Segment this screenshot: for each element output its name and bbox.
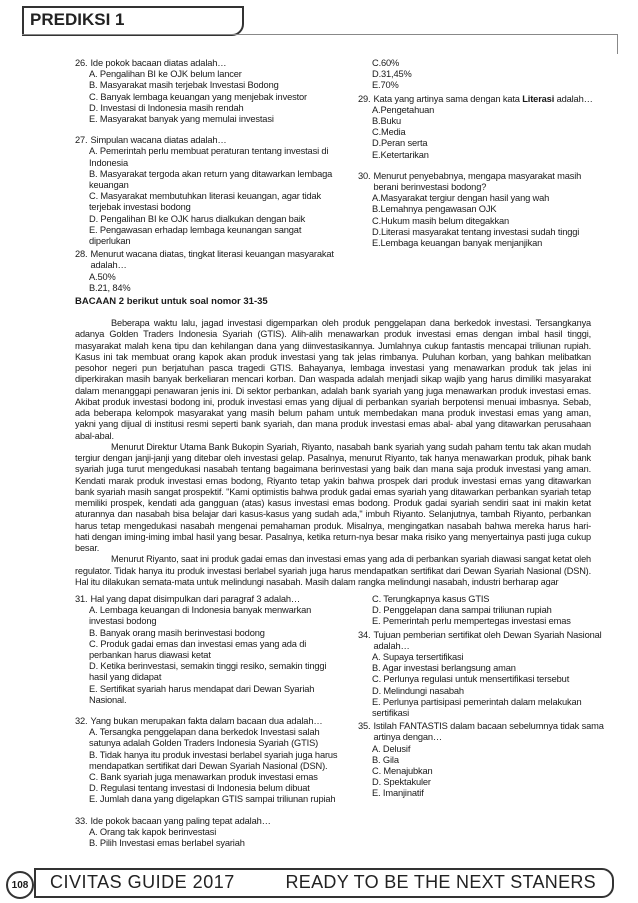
question-number: 26.: [75, 58, 88, 68]
questions-bottom-right: [358, 594, 613, 802]
question-keyword: Literasi: [522, 93, 555, 104]
answer-option: E. Pemerintah perlu mempertegas investasi emas: [372, 616, 571, 627]
answer-option: A. Pengalihan BI ke OJK belum lancer: [89, 69, 242, 80]
answer-option: B. Tidak hanya itu produk investasi berlabel syariah juga harus mendapatkan sertifikat dari Dewan Syariah Nasional (DSN).: [89, 749, 338, 771]
answer-option: E. Jumlah dana yang digelapkan GTIS sampai triliunan rupiah: [89, 794, 336, 805]
question-block: [358, 94, 600, 161]
answer-option: E. Imanjinatif: [372, 788, 424, 799]
answer-option: E.Ketertarikan: [372, 149, 429, 160]
answer-option: B. Agar investasi berlangsung aman: [372, 663, 516, 674]
question-stem: [75, 816, 343, 827]
answer-option: A. Lembaga keuangan di Indonesia banyak menwarkan investasi bodong: [89, 605, 312, 627]
answer-option: B. Masyarakat tergoda akan return yang ditawarkan lembaga keuangan: [89, 168, 333, 191]
question-text: Simpulan wacana diatas adalah…: [90, 135, 227, 146]
question-number: 28.: [75, 249, 88, 260]
question-stem: [358, 171, 600, 193]
answer-option: E.Lembaga keuangan banyak menjanjikan: [372, 238, 543, 249]
question-block: [358, 630, 613, 720]
question-text: Tujuan pemberian sertifikat oleh Dewan Syariah Nasional adalah…: [373, 629, 602, 651]
answer-option: D.Literasi masyarakat tentang investasi sudah tinggi: [372, 226, 580, 237]
answer-option: A.Masyarakat tergiur dengan hasil yang wah: [372, 193, 550, 204]
answer-option: C. Menajubkan: [372, 766, 433, 777]
answer-option: D. Regulasi tentang investasi di Indonesia belum dibuat: [89, 783, 310, 794]
question-number: 27.: [75, 135, 88, 146]
questions-bottom-left: [75, 594, 343, 851]
question-text: Ide pokok bacaan yang paling tepat adalah…: [90, 815, 271, 826]
reading-passage: [75, 318, 591, 588]
question-text-part: Kata yang artinya sama dengan kata: [373, 93, 523, 104]
question-number: 35.: [358, 721, 371, 732]
answer-option: A. Orang tak kapok berinvestasi: [89, 826, 217, 837]
spacer: [75, 127, 343, 135]
passage-paragraph: Menurut Riyanto, saat ini produk gadai emas dan investasi emas yang ada di perbankan syariah diawasi sangat ketat oleh regulator. Tidak hanya itu produk investasi berlabel syariah juga harus mendapatkan sertifikat dari Dewan Syariah Nasional (DSN). Hal itu dilakukan semata-mata untuk melindungi nasabah. Masih dalam rangka melindungi nasabah, industri berharap agar: [75, 554, 591, 587]
question-stem: [75, 135, 343, 146]
question-block: [75, 716, 343, 806]
answer-option: D.Peran serta: [372, 138, 428, 149]
answer-option: E. Sertifikat syariah harus mendapat dari Dewan Syariah Nasional.: [89, 683, 315, 705]
answer-option: B. Banyak orang masih berinvestasi bodong: [89, 627, 265, 638]
answer-option: D. Investasi di Indonesia masih rendah: [89, 102, 244, 113]
answer-option: C. Banyak lembaga keuangan yang menjebak investor: [89, 91, 307, 102]
question-number: 29.: [358, 93, 371, 104]
passage-paragraph: Beberapa waktu lalu, jagad investasi digemparkan oleh produk penggelapan dana berkedok investasi. Tersangkanya adanya Golden Traders Indonesia Syariah (GTIS). Alih-alih menawarkan produk investasi emas dengan imbal hasil tinggi, masyarakat malah kena tipu dan kehilangan dana yang diinvestasikannya. Jumlahnya cukup fantastis mencapai triliunan rupiah. Kasus ini tak membuat orang kapok akan produk investasi yang tak jelas rimbanya. Puluhan korban, yang bahkan melibatkan pesohor negeri pun berjatuhan pasca tragedi GTIS. Bahayanya, lembaga investasi yang menawarkan produk tak jelas ini diperkirakan masih banyak berkeliaran mencari korban. Dan waspada adalah menjadi sikap wajib yang harus dimiliki masyarakat dalam menanggapi penawaran jenis ini. Di sektor perbankan, adalah bank syariah yang juga menawarkan produk investasi emas. Akibat produk investasi bodong ini, produk investasi emas yang dijual di perbankan syariah berpotensi menuai imbasnya. Sebab, ada beberapa kelompok masyarakat yang masih belum paham untuk membedakan mana produk investasi emas yang aman, yakni yang dijual di institusi resmi seperti bank syariah, dan mana produk investasi emas abal- abal yang ditawarkan perusahaan abal-abal.: [75, 318, 591, 441]
answer-option: C.Hukum masih belum ditegakkan: [372, 215, 510, 226]
question-text: Ide pokok bacaan diatas adalah…: [90, 58, 227, 68]
answer-option: D. Melindungi nasabah: [372, 685, 464, 696]
question-stem: [75, 716, 343, 727]
footer-brand: CIVITAS GUIDE 2017: [50, 872, 235, 892]
answer-option: E. Perlunya partisipasi pemerintah dalam melakukan sertifikasi: [372, 696, 582, 719]
answer-option: A. Supaya tersertifikasi: [372, 652, 464, 663]
answer-option: D. Ketika berinvestasi, semakin tinggi resiko, semakin tinggi hasil yang didapat: [89, 661, 327, 683]
answer-option: C. Bank syariah juga menawarkan produk investasi emas: [89, 772, 318, 783]
question-block: [75, 816, 343, 850]
answer-option: B. Gila: [372, 754, 399, 765]
question-number: 33.: [75, 815, 88, 826]
answer-option: B. Masyarakat masih terjebak Investasi Bodong: [89, 80, 279, 91]
footer-slogan: READY TO BE THE NEXT STANERS: [285, 872, 596, 892]
answer-option: D.31,45%: [372, 69, 412, 80]
question-text: Menurut wacana diatas, tingkat literasi keuangan masyarakat adalah…: [90, 249, 334, 271]
question-text: Hal yang dapat disimpulkan dari paragraf 3 adalah…: [90, 594, 301, 604]
header-divider-edge: [617, 34, 618, 54]
question-block: [75, 58, 343, 125]
answer-option: A.50%: [89, 271, 116, 282]
question-text: [373, 94, 592, 105]
spacer: [75, 708, 343, 716]
question-block: [75, 135, 343, 247]
header-divider: [22, 34, 618, 35]
page-title: PREDIKSI 1: [30, 10, 125, 29]
answer-option: C.60%: [372, 58, 400, 68]
passage-paragraph: Menurut Direktur Utama Bank Bukopin Syariah, Riyanto, nasabah bank syariah yang sudah paham tentu tak akan mudah tergiur dengan janji-janji yang ditebar oleh investasi gelap. Pasalnya, menurut Riyanto, tak hanya menawarkan produk, pihak bank syariah juga turut mengedukasi nasabah tentang bagaimana berinvestasi yang baik dan mana saja produk investasi yang aman. Kendati marak produk investasi emas bodong, Riyanto tetap yakin bahwa prospek dari produk investasi emas yang ditawarkan bank syariah masih sangat prospektif. "Kami optimistis bahwa produk gadai emas syariah yang ditawarkan perbankan syariah tetap memiliki prospek, kendati ada gangguan (atas) kasus investasi emas bodong. Produk gadai syariah sendiri saat ini makin ketat aturannya dan nasabah bisa belajar dari kasus-kasus yang sudah ada," imbuh Riyanto. Selanjutnya, tambah Riyanto, perbankan harus tetap mengedukasi nasabah mengenai pemahaman produk. Misalnya, mengingatkan nasabah bahwa mereka harus hari-hati dengan iming-iming imbal hasil yang besar. Pasalnya, ketika return-nya besar maka risiko yang menyertainya pasti juga cukup besar.: [75, 441, 591, 553]
question-block: [358, 594, 613, 628]
answer-option: A. Delusif: [372, 743, 411, 754]
question-number: 34.: [358, 629, 371, 640]
question-stem: [358, 630, 613, 652]
answer-option: D. Spektakuler: [372, 777, 431, 788]
question-block: [358, 721, 613, 799]
answer-option: E. Masyarakat banyak yang memulai investasi: [89, 114, 274, 125]
question-number: 32.: [75, 716, 88, 727]
answer-option: D. Penggelapan dana sampai triliunan rupiah: [372, 605, 552, 616]
question-text-part: adalah…: [554, 93, 593, 104]
spacer: [358, 163, 600, 171]
answer-option: A.Pengetahuan: [372, 104, 435, 115]
answer-option: C. Masyarakat membutuhkan literasi keuangan, agar tidak terjebak investasi bodong: [89, 191, 322, 213]
section-title: BACAAN 2 berikut untuk soal nomor 31-35: [75, 296, 268, 307]
question-stem: [358, 94, 600, 105]
questions-top-left: [75, 58, 343, 296]
page-number: 108: [6, 871, 34, 899]
answer-option: E. Pengawasan erhadap lembaga keunangan sangat diperlukan: [89, 224, 302, 247]
question-text: Menurut penyebabnya, mengapa masyarakat masih berani berinvestasi bodong?: [373, 170, 582, 193]
answer-option: C.Media: [372, 127, 406, 138]
question-stem: [75, 249, 343, 271]
spacer: [75, 808, 343, 816]
question-text: Yang bukan merupakan fakta dalam bacaan dua adalah…: [90, 716, 323, 727]
question-block: [358, 58, 600, 92]
answer-option: B.21, 84%: [89, 282, 131, 293]
answer-option: A. Pemerintah perlu membuat peraturan tentang investasi di Indonesia: [89, 146, 329, 168]
question-number: 31.: [75, 594, 88, 604]
answer-option: B.Buku: [372, 116, 402, 127]
answer-option: E.70%: [372, 80, 399, 91]
answer-option: B.Lemahnya pengawasan OJK: [372, 204, 497, 215]
questions-top-right: [358, 58, 600, 251]
answer-option: C. Perlunya regulasi untuk mensertifikasi tersebut: [372, 674, 570, 685]
question-stem: [75, 594, 343, 605]
answer-option: D. Pengalihan BI ke OJK harus dialkukan dengan baik: [89, 213, 306, 224]
question-block: [75, 249, 343, 294]
question-text: Istilah FANTASTIS dalam bacaan sebelumnya tidak sama artinya dengan…: [373, 721, 604, 743]
question-stem: [358, 721, 613, 743]
answer-option: C. Produk gadai emas dan investasi emas yang ada di perbankan harus diawasi ketat: [89, 638, 307, 661]
question-block: [358, 171, 600, 249]
question-block: [75, 594, 343, 706]
question-number: 30.: [358, 170, 371, 181]
answer-option: C. Terungkapnya kasus GTIS: [372, 594, 490, 604]
answer-option: A. Tersangka penggelapan dana berkedok Investasi salah satunya adalah Golden Traders Indonesia Syariah (GTIS): [89, 727, 320, 749]
answer-option: B. Pilih Investasi emas berlabel syariah: [89, 838, 245, 849]
question-stem: [75, 58, 343, 69]
